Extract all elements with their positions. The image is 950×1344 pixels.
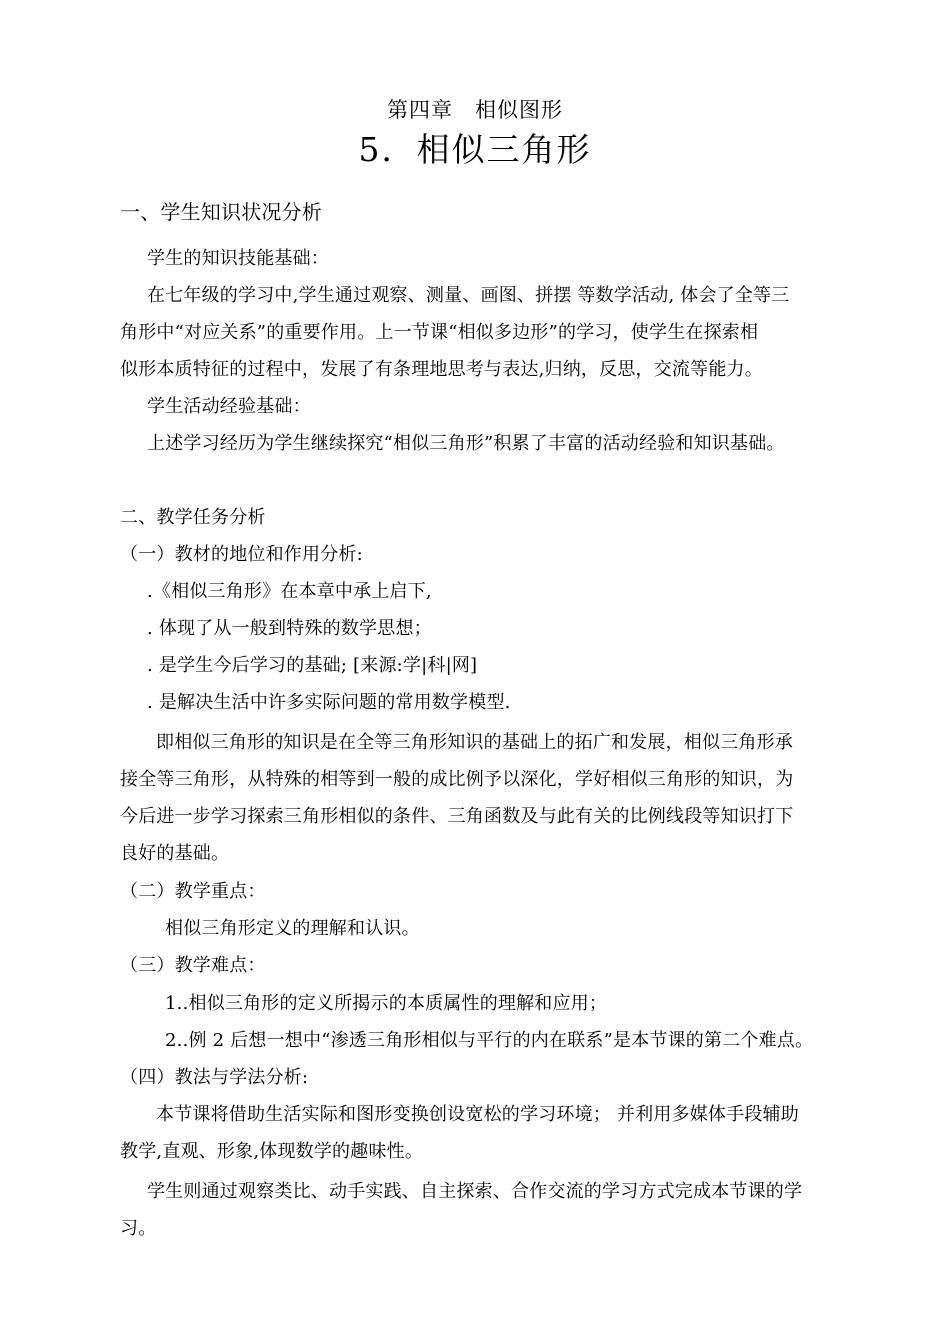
- knowledge-line: 似形本质特征的过程中，发展了有条理地思考与表达,归纳，反思，交流等能力。: [120, 359, 763, 380]
- subsection-1-heading: （一）教材的地位和作用分析:: [120, 544, 363, 565]
- method-line: 学生则通过观察类比、动手实践、自主探索、合作交流的学习方式完成本节课的学: [147, 1181, 803, 1202]
- method-line: 习。: [120, 1218, 157, 1239]
- experience-line: 上述学习经历为学生继续探究“相似三角形”积累了丰富的活动经验和知识基础。: [147, 433, 785, 454]
- section-2-heading: 二、教学任务分析: [120, 507, 266, 528]
- subsection-3-heading: （三）教学难点：: [120, 955, 266, 976]
- method-line: 教学,直观、形象,体现数学的趣味性。: [120, 1141, 424, 1162]
- bullet-item: . 体现了从一般到特殊的数学思想；: [147, 618, 432, 639]
- difficulty-line: 2..例 2 后想一想中“渗透三角形相似与平行的内在联系”是本节课的第二个难点。: [165, 1030, 814, 1051]
- paragraph-line: 良好的基础。: [120, 843, 230, 864]
- knowledge-line: 在七年级的学习中,学生通过观察、测量、画图、拼摆 等数学活动, 体会了全等三: [147, 285, 790, 306]
- experience-label: 学生活动经验基础：: [147, 396, 311, 417]
- knowledge-line: 角形中“对应关系”的重要作用。上一节课“相似多边形”的学习，使学生在探索相: [120, 322, 759, 343]
- paragraph-line: 今后进一步学习探索三角形相似的条件、三角函数及与此有关的比例线段等知识打下: [120, 806, 794, 827]
- bullet-item: . 是学生今后学习的基础; [来源:学|科|网]: [147, 655, 478, 676]
- page-title: 5．相似三角形: [358, 130, 592, 169]
- section-1-heading: 一、学生知识状况分析: [120, 200, 322, 224]
- paragraph-line: 接全等三角形，从特殊的相等到一般的成比例予以深化，学好相似三角形的知识，为: [120, 769, 794, 790]
- method-line: 本节课将借助生活实际和图形变换创设宽松的学习环境； 并利用多媒体手段辅助: [156, 1104, 799, 1125]
- knowledge-label: 学生的知识技能基础：: [147, 248, 329, 269]
- focus-line: 相似三角形定义的理解和认识。: [165, 918, 420, 939]
- chapter-heading: 第四章 相似图形: [387, 98, 563, 122]
- subsection-2-heading: （二）教学重点：: [120, 881, 266, 902]
- bullet-item: .《相似三角形》在本章中承上启下,: [147, 581, 432, 602]
- bullet-item: . 是解决生活中许多实际问题的常用数学模型.: [147, 692, 511, 713]
- subsection-4-heading: （四）教法与学法分析:: [120, 1067, 309, 1088]
- paragraph-line: 即相似三角形的知识是在全等三角形知识的基础上的拓广和发展，相似三角形承: [156, 732, 793, 753]
- difficulty-line: 1..相似三角形的定义所揭示的本质属性的理解和应用；: [165, 993, 608, 1014]
